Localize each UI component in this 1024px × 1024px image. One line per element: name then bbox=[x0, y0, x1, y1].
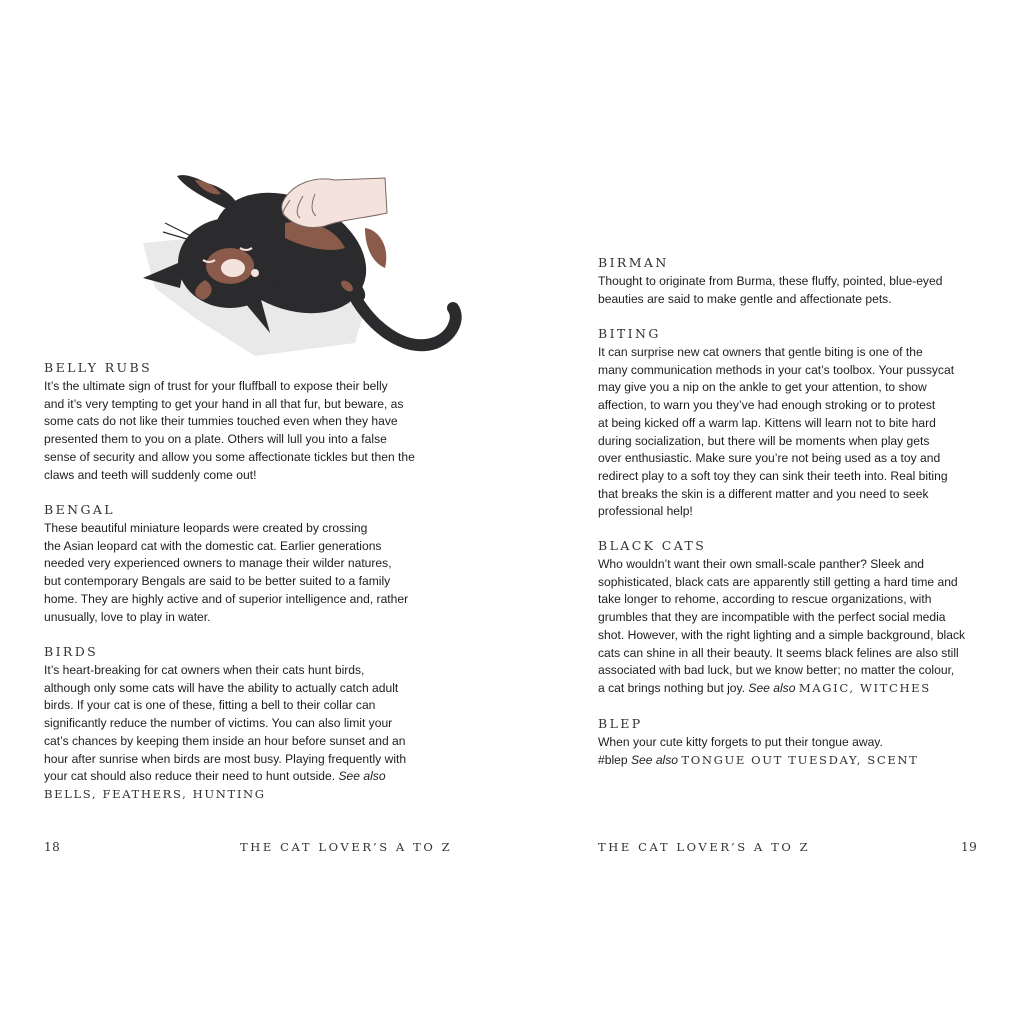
entry-body bbox=[598, 344, 954, 521]
see-also-refs[interactable]: MAGIC, WITCHES bbox=[798, 680, 931, 695]
entry-body bbox=[44, 520, 408, 626]
text-line: professional help! bbox=[598, 504, 693, 519]
entry-body bbox=[598, 273, 942, 308]
text-line: affection, to warn you they’ve had enough stroking or to protest bbox=[598, 398, 936, 413]
text-line: It’s the ultimate sign of trust for your fluffball to expose their belly bbox=[44, 379, 388, 393]
entry-heading: BENGAL bbox=[44, 502, 115, 517]
right-page bbox=[512, 0, 1024, 1024]
see-also-label: See also bbox=[338, 769, 386, 784]
text-line: Thought to originate from Burma, these fluffy, pointed, blue-eyed bbox=[598, 274, 943, 288]
text-line: These beautiful miniature leopards were created by crossing bbox=[44, 521, 368, 535]
entry-heading: BIRMAN bbox=[598, 255, 669, 270]
see-also-label: See also bbox=[630, 752, 679, 767]
text-line: redirect play to a soft toy they can sink their teeth into. Real biting bbox=[598, 468, 948, 483]
entry-heading: BLACK CATS bbox=[598, 538, 707, 553]
text-line: may give you a nip on the ankle to get your attention, to show bbox=[598, 380, 927, 395]
text-line: cat’s chances by keeping them inside an hour before sunset and an bbox=[44, 733, 406, 748]
entry-heading: BIRDS bbox=[44, 644, 99, 659]
entry-body bbox=[44, 378, 415, 484]
entry-body bbox=[598, 556, 965, 698]
entry-heading: BLEP bbox=[598, 716, 643, 731]
text-line: at being kicked off a warm lap. Kittens will learn not to bite hard bbox=[598, 415, 936, 430]
entry-birds bbox=[44, 643, 406, 804]
text-line: many communication methods in your cat’s toolbox. Your pussycat bbox=[598, 362, 955, 377]
text-line: during socialization, but there will be moments when play gets bbox=[598, 433, 930, 448]
running-head: THE CAT LOVER’S A TO Z bbox=[240, 840, 453, 854]
text-line: claws and teeth will suddenly come out! bbox=[44, 467, 257, 482]
text-line: It can surprise new cat owners that gentle biting is one of the bbox=[598, 345, 923, 359]
text-line: home. They are highly active and of superior intelligence and, rather bbox=[44, 591, 409, 606]
see-also-refs[interactable]: TONGUE OUT TUESDAY, SCENT bbox=[681, 752, 919, 767]
text-line: significantly reduce the number of victims. You can also limit your bbox=[44, 716, 393, 731]
text-line: needed very experienced owners to manage their wilder natures, bbox=[44, 556, 392, 571]
text-line: over enthusiastic. Make sure you’re not being used as a toy and bbox=[598, 451, 941, 466]
text-line: associated with bad luck, but we know better; no matter the colour, bbox=[598, 663, 955, 678]
entry-body bbox=[598, 734, 918, 769]
page-number: 18 bbox=[44, 840, 61, 854]
text-line: It’s heart-breaking for cat owners when their cats hunt birds, bbox=[44, 663, 365, 677]
entry-birman bbox=[598, 254, 942, 308]
entry-heading: BELLY RUBS bbox=[44, 360, 153, 375]
running-head: THE CAT LOVER’S A TO Z bbox=[598, 840, 811, 854]
text-line: your cat should also reduce their need to hunt outside. bbox=[44, 769, 339, 784]
entry-body bbox=[44, 662, 406, 804]
text-line: sophisticated, black cats are apparently still getting a hard time and bbox=[598, 574, 958, 589]
text-line: Who wouldn’t want their own small-scale panther? Sleek and bbox=[598, 557, 925, 571]
text-line: When your cute kitty forgets to put their tongue away. bbox=[598, 735, 883, 749]
text-line: and it’s very tempting to get your hand in all that fur, but beware, as bbox=[44, 396, 404, 411]
text-line: hour after sunrise when birds are most busy. Playing frequently with bbox=[44, 751, 407, 766]
entry-heading: BITING bbox=[598, 326, 661, 341]
text-line: presented them to you on a plate. Others will lull you into a false bbox=[44, 432, 387, 447]
text-line: a cat brings nothing but joy. bbox=[598, 680, 749, 695]
text-line: birds. If your cat is one of these, fitting a bell to their collar can bbox=[44, 698, 376, 713]
entry-belly-rubs bbox=[44, 359, 415, 484]
see-also-refs[interactable]: BELLS, FEATHERS, HUNTING bbox=[44, 786, 266, 801]
text-line: grumbles that they are incompatible with the perfect social media bbox=[598, 610, 946, 625]
text-line: cats can shine in all their beauty. It seems black felines are also still bbox=[598, 645, 959, 660]
entry-black-cats bbox=[598, 537, 965, 698]
see-also-label: See also bbox=[748, 680, 796, 695]
text-line: some cats do not like their tummies touched even when they have bbox=[44, 414, 398, 429]
text-line: beauties are said to make gentle and affectionate pets. bbox=[598, 291, 892, 306]
text-line: that breaks the skin is a different matter and you need to seek bbox=[598, 486, 929, 501]
text-line: unusually, love to play in water. bbox=[44, 609, 211, 624]
text-line: but contemporary Bengals are said to be better suited to a family bbox=[44, 574, 391, 589]
text-line: the Asian leopard cat with the domestic cat. Earlier generations bbox=[44, 538, 382, 553]
text-line: #blep bbox=[598, 752, 631, 767]
text-line: take longer to rehome, according to rescue organizations, with bbox=[598, 592, 932, 607]
page-number: 19 bbox=[961, 840, 978, 854]
text-line: sense of security and allow you some affectionate tickles but then the bbox=[44, 449, 415, 464]
text-line: shot. However, with the right lighting and a simple background, black bbox=[598, 627, 966, 642]
entry-blep bbox=[598, 715, 918, 769]
entry-bengal bbox=[44, 501, 408, 626]
text-line: although only some cats will have the ability to actually catch adult bbox=[44, 680, 399, 695]
entry-biting bbox=[598, 325, 954, 521]
